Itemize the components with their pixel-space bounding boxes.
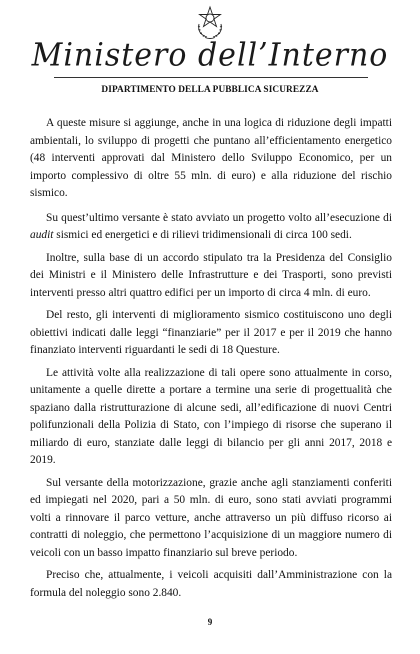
- paragraph-4: Del resto, gli interventi di miglioramento sismico costituiscono uno degli obiettivi indicati dalle leggi “finanziarie” per il 2017 e per il 2019 che hanno finanziato interventi riguardanti le sedi di 18 Questure.: [30, 309, 392, 356]
- title-divider: [54, 77, 368, 78]
- paragraph-1: A queste misure si aggiunge, anche in una logica di riduzione degli impatti ambientali, lo sviluppo di progetti che puntano all’efficientamento energetico (48 interventi approvati dal Ministero dello Sviluppo Economico, per un importo complessivo di oltre 55 mln. di euro) e alla riduzione del rischio sismico.: [30, 117, 392, 199]
- republic-emblem-icon: [195, 4, 225, 40]
- paragraph-5: Le attività volte alla realizzazione di tali opere sono attualmente in corso, unitamente a quelle dirette a portare a termine una serie di progettualità che spaziano dalla ristrutturazione di alcune sedi, all’edificazione di nuovi Centri polifunzionali della Polizia di Stato, con l’impiego di risorse che superano il miliardo di euro, stanziate dalle leggi di bilancio per gli anni 2017, 2018 e 2019.: [30, 366, 392, 466]
- document-body: [30, 115, 392, 607]
- paragraph-6: Sul versante della motorizzazione, grazie anche agli stanziamenti conferiti ed impiegati nel 2020, pari a 50 mln. di euro, sono stati avviati programmi volti a rinnovare il parco vetture, anche attraverso un più diffuso ricorso ai contratti di noleggio, che permettono l’acquisizione di un maggiore numero di veicoli con un basso impatto finanziario sul breve periodo.: [30, 476, 392, 559]
- department-name: DIPARTIMENTO DELLA PUBBLICA SICUREZZA: [101, 85, 319, 95]
- paragraph-2: [30, 210, 392, 245]
- page-number: 9: [207, 617, 213, 627]
- paragraph-7: Preciso che, attualmente, i veicoli acquisiti dall’Amministrazione con la formula del noleggio sono 2.840.: [30, 569, 392, 599]
- audit-term: audit: [30, 229, 54, 241]
- paragraph-2-text: Su quest’ultimo versante è stato avviato un progetto volto all’esecuzione di: [46, 211, 392, 224]
- paragraph-2-text-end: sismici ed energetici e di rilievi tridimensionali di circa 100 sedi.: [53, 229, 352, 241]
- ministry-title: Ministero dell’Interno: [31, 37, 389, 74]
- paragraph-3: Inoltre, sulla base di un accordo stipulato tra la Presidenza del Consiglio dei Ministri e il Ministero delle Infrastrutture e dei Trasporti, sono previsti interventi presso altri quattro edifici per un importo di circa 4 mln. di euro.: [30, 251, 392, 299]
